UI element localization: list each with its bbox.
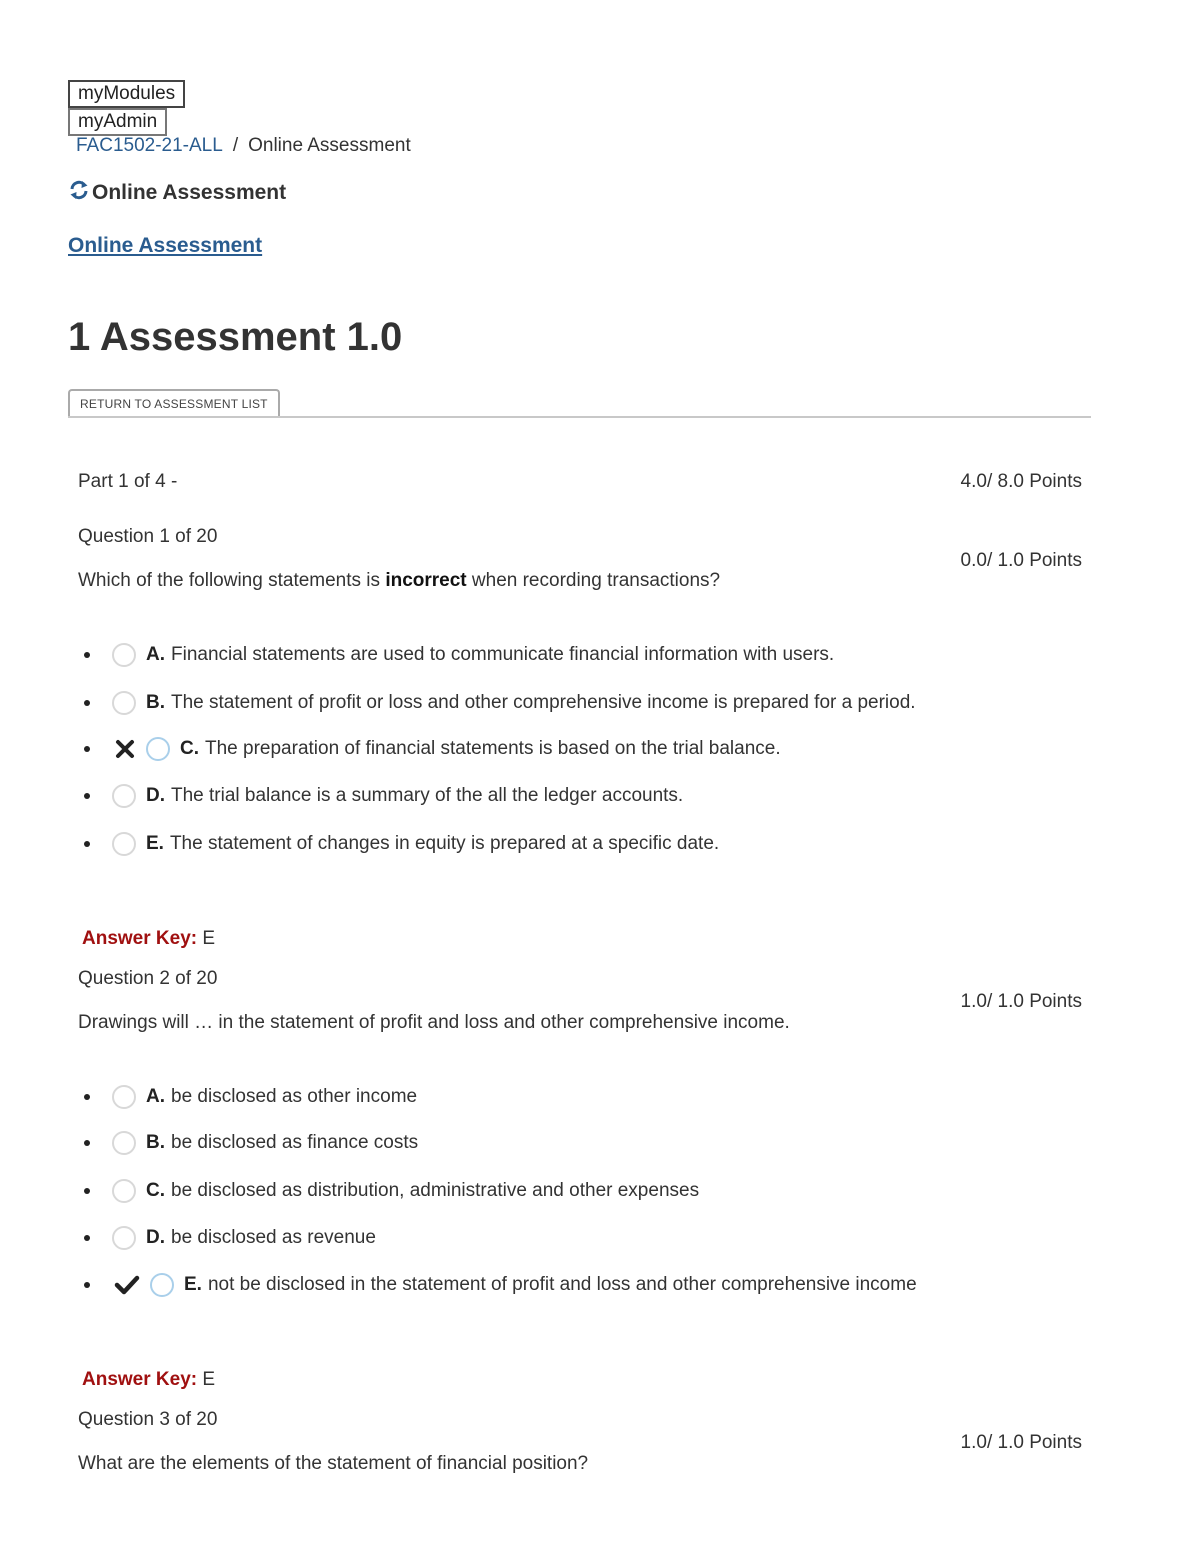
question-points: 0.0/ 1.0 Points [960, 550, 1082, 571]
option-text: be disclosed as other income [171, 1086, 418, 1107]
answer-key-label: Answer Key: [82, 928, 198, 949]
online-assessment-link[interactable]: Online Assessment [68, 234, 263, 257]
option-text: The trial balance is a summary of the all the ledger accounts. [171, 785, 684, 806]
radio-button[interactable] [112, 1226, 136, 1250]
question-points: 1.0/ 1.0 Points [960, 1432, 1082, 1453]
divider [68, 416, 1091, 418]
answer-key [82, 1369, 215, 1391]
bullet [84, 746, 90, 752]
return-to-assessment-list-button[interactable]: RETURN TO ASSESSMENT LIST [68, 389, 280, 417]
radio-button[interactable] [112, 1179, 136, 1203]
option-text: The preparation of financial statements is based on the trial balance. [205, 738, 781, 759]
option-c[interactable] [84, 1176, 699, 1206]
option-letter: B. [146, 692, 165, 713]
radio-button-selected[interactable] [146, 737, 170, 761]
part-label: Part 1 of 4 - [78, 471, 178, 492]
option-d[interactable] [84, 1223, 376, 1253]
question-text: What are the elements of the statement of financial position? [78, 1453, 589, 1474]
bullet [84, 1235, 90, 1241]
bullet [84, 1188, 90, 1194]
radio-button[interactable] [112, 691, 136, 715]
option-letter: E. [184, 1274, 202, 1295]
option-a[interactable] [84, 1082, 417, 1112]
radio-button[interactable] [112, 832, 136, 856]
option-text: not be disclosed in the statement of profit and loss and other comprehensive income [207, 1274, 917, 1295]
option-e[interactable] [84, 829, 719, 859]
option-letter: A. [146, 644, 165, 665]
option-letter: C. [180, 738, 199, 759]
bullet [84, 1140, 90, 1146]
question-text-emphasis: incorrect [385, 570, 467, 591]
question-number: Question 2 of 20 [78, 968, 218, 989]
radio-button[interactable] [112, 784, 136, 808]
breadcrumb [76, 134, 411, 158]
option-a[interactable] [84, 640, 834, 670]
bullet [84, 700, 90, 706]
bullet [84, 1282, 90, 1288]
option-text: be disclosed as finance costs [171, 1132, 419, 1153]
option-letter: E. [146, 833, 164, 854]
bullet [84, 841, 90, 847]
question-text [78, 570, 720, 592]
question-number: Question 3 of 20 [78, 1409, 218, 1430]
option-letter: D. [146, 785, 165, 806]
option-e[interactable] [84, 1270, 917, 1300]
question-text-start: Which of the following statements is [78, 570, 386, 591]
option-text: Financial statements are used to communicate financial information with users. [171, 644, 835, 665]
option-d[interactable] [84, 781, 683, 811]
nav-mymodules-button[interactable]: myModules [68, 80, 185, 108]
option-b[interactable] [84, 688, 916, 718]
breadcrumb-separator: / [232, 135, 239, 156]
answer-key [82, 928, 215, 950]
bullet [84, 652, 90, 658]
question-points: 1.0/ 1.0 Points [960, 991, 1082, 1012]
option-letter: B. [146, 1132, 165, 1153]
tool-title [68, 180, 286, 206]
bullet [84, 793, 90, 799]
question-text-end: when recording transactions? [466, 570, 721, 591]
option-text: be disclosed as distribution, administrative and other expenses [171, 1180, 700, 1201]
cross-icon [112, 737, 138, 761]
radio-button-selected[interactable] [150, 1273, 174, 1297]
question-number: Question 1 of 20 [78, 526, 218, 547]
refresh-icon[interactable] [68, 180, 92, 206]
check-icon [112, 1273, 142, 1297]
option-letter: D. [146, 1227, 165, 1248]
radio-button[interactable] [112, 1085, 136, 1109]
breadcrumb-course-link[interactable]: FAC1502-21-ALL [76, 135, 223, 156]
part-points: 4.0/ 8.0 Points [960, 471, 1082, 492]
option-c[interactable] [84, 734, 781, 764]
radio-button[interactable] [112, 1131, 136, 1155]
radio-button[interactable] [112, 643, 136, 667]
nav-myadmin-button[interactable]: myAdmin [68, 108, 167, 136]
page-title: 1 Assessment 1.0 [68, 315, 403, 359]
option-text: The statement of changes in equity is prepared at a specific date. [169, 833, 720, 854]
answer-key-label: Answer Key: [82, 1369, 198, 1390]
option-b[interactable] [84, 1128, 418, 1158]
bullet [84, 1094, 90, 1100]
tool-title-text: Online Assessment [92, 181, 287, 204]
answer-key-value: E [202, 928, 216, 949]
option-letter: A. [146, 1086, 165, 1107]
option-text: be disclosed as revenue [171, 1227, 376, 1248]
option-letter: C. [146, 1180, 165, 1201]
option-text: The statement of profit or loss and other comprehensive income is prepared for a period. [171, 692, 916, 713]
question-text: Drawings will … in the statement of profit and loss and other comprehensive income. [78, 1012, 790, 1033]
answer-key-value: E [202, 1369, 216, 1390]
breadcrumb-current: Online Assessment [248, 135, 411, 156]
